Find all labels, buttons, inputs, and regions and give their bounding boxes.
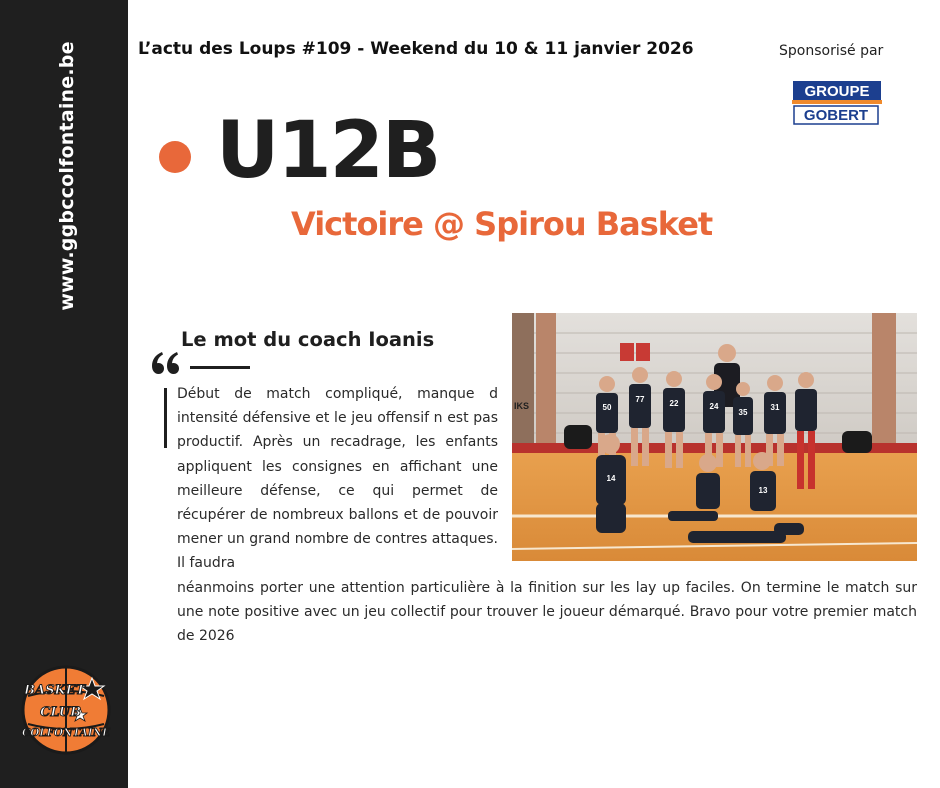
jersey-number-6: 31	[770, 403, 780, 412]
jersey-number-4: 24	[709, 402, 719, 411]
club-logo	[20, 664, 112, 756]
jersey-number-8: 13	[758, 486, 768, 495]
coach-text-part2: néanmoins porter une attention particulière à la finition sur les lay up faciles. On termine le match sur une note positive avec un jeu collectif pour trouver le joueur démarqué. Bravo pour votre premier match de 2026	[177, 580, 917, 645]
coach-heading: Le mot du coach Ioanis	[181, 328, 435, 351]
coach-text-part1: Début de match compliqué, manque d intensité défensive et le jeu offensif n est pas productif. Après un recadrage, les enfants appliquent les consignes en affichant une meilleure défense, ce qui permet de récupérer de nombreux ballons et de pouvoir mener un grand nombre de contres attaques. Il faudra	[177, 386, 498, 572]
sponsor-logo-line1: GROUPE	[804, 83, 870, 100]
jersey-number-5: 35	[738, 408, 748, 417]
jersey-number-3: 22	[669, 399, 679, 408]
logo-text-colfontaine: COLFONTAINE	[22, 726, 111, 739]
wall-banner-text: IKS	[514, 401, 530, 411]
sidebar	[0, 0, 128, 788]
quote-divider	[190, 366, 250, 369]
jersey-number-7: 14	[606, 474, 616, 483]
jersey-number-2: 77	[635, 395, 645, 404]
logo-text-basket: BASKET	[24, 683, 86, 698]
sponsor-label: Sponsorisé par	[779, 43, 884, 59]
newsletter-title: L’actu des Loups #109 - Weekend du 10 & 11 janvier 2026	[138, 39, 694, 59]
bullet-dot	[159, 141, 191, 173]
team-name: U12B	[216, 106, 440, 196]
team-photo	[512, 313, 917, 561]
jersey-number-1: 50	[602, 403, 612, 412]
website-url[interactable]: www.ggbccolfontaine.be	[56, 41, 78, 311]
sponsor-logo-line2: GOBERT	[803, 107, 869, 124]
quote-bar	[164, 388, 167, 448]
sponsor-logo	[792, 80, 882, 126]
quote-icon	[150, 348, 180, 376]
match-result: Victoire @ Spirou Basket	[291, 205, 713, 243]
logo-text-club: CLUB	[40, 705, 82, 720]
